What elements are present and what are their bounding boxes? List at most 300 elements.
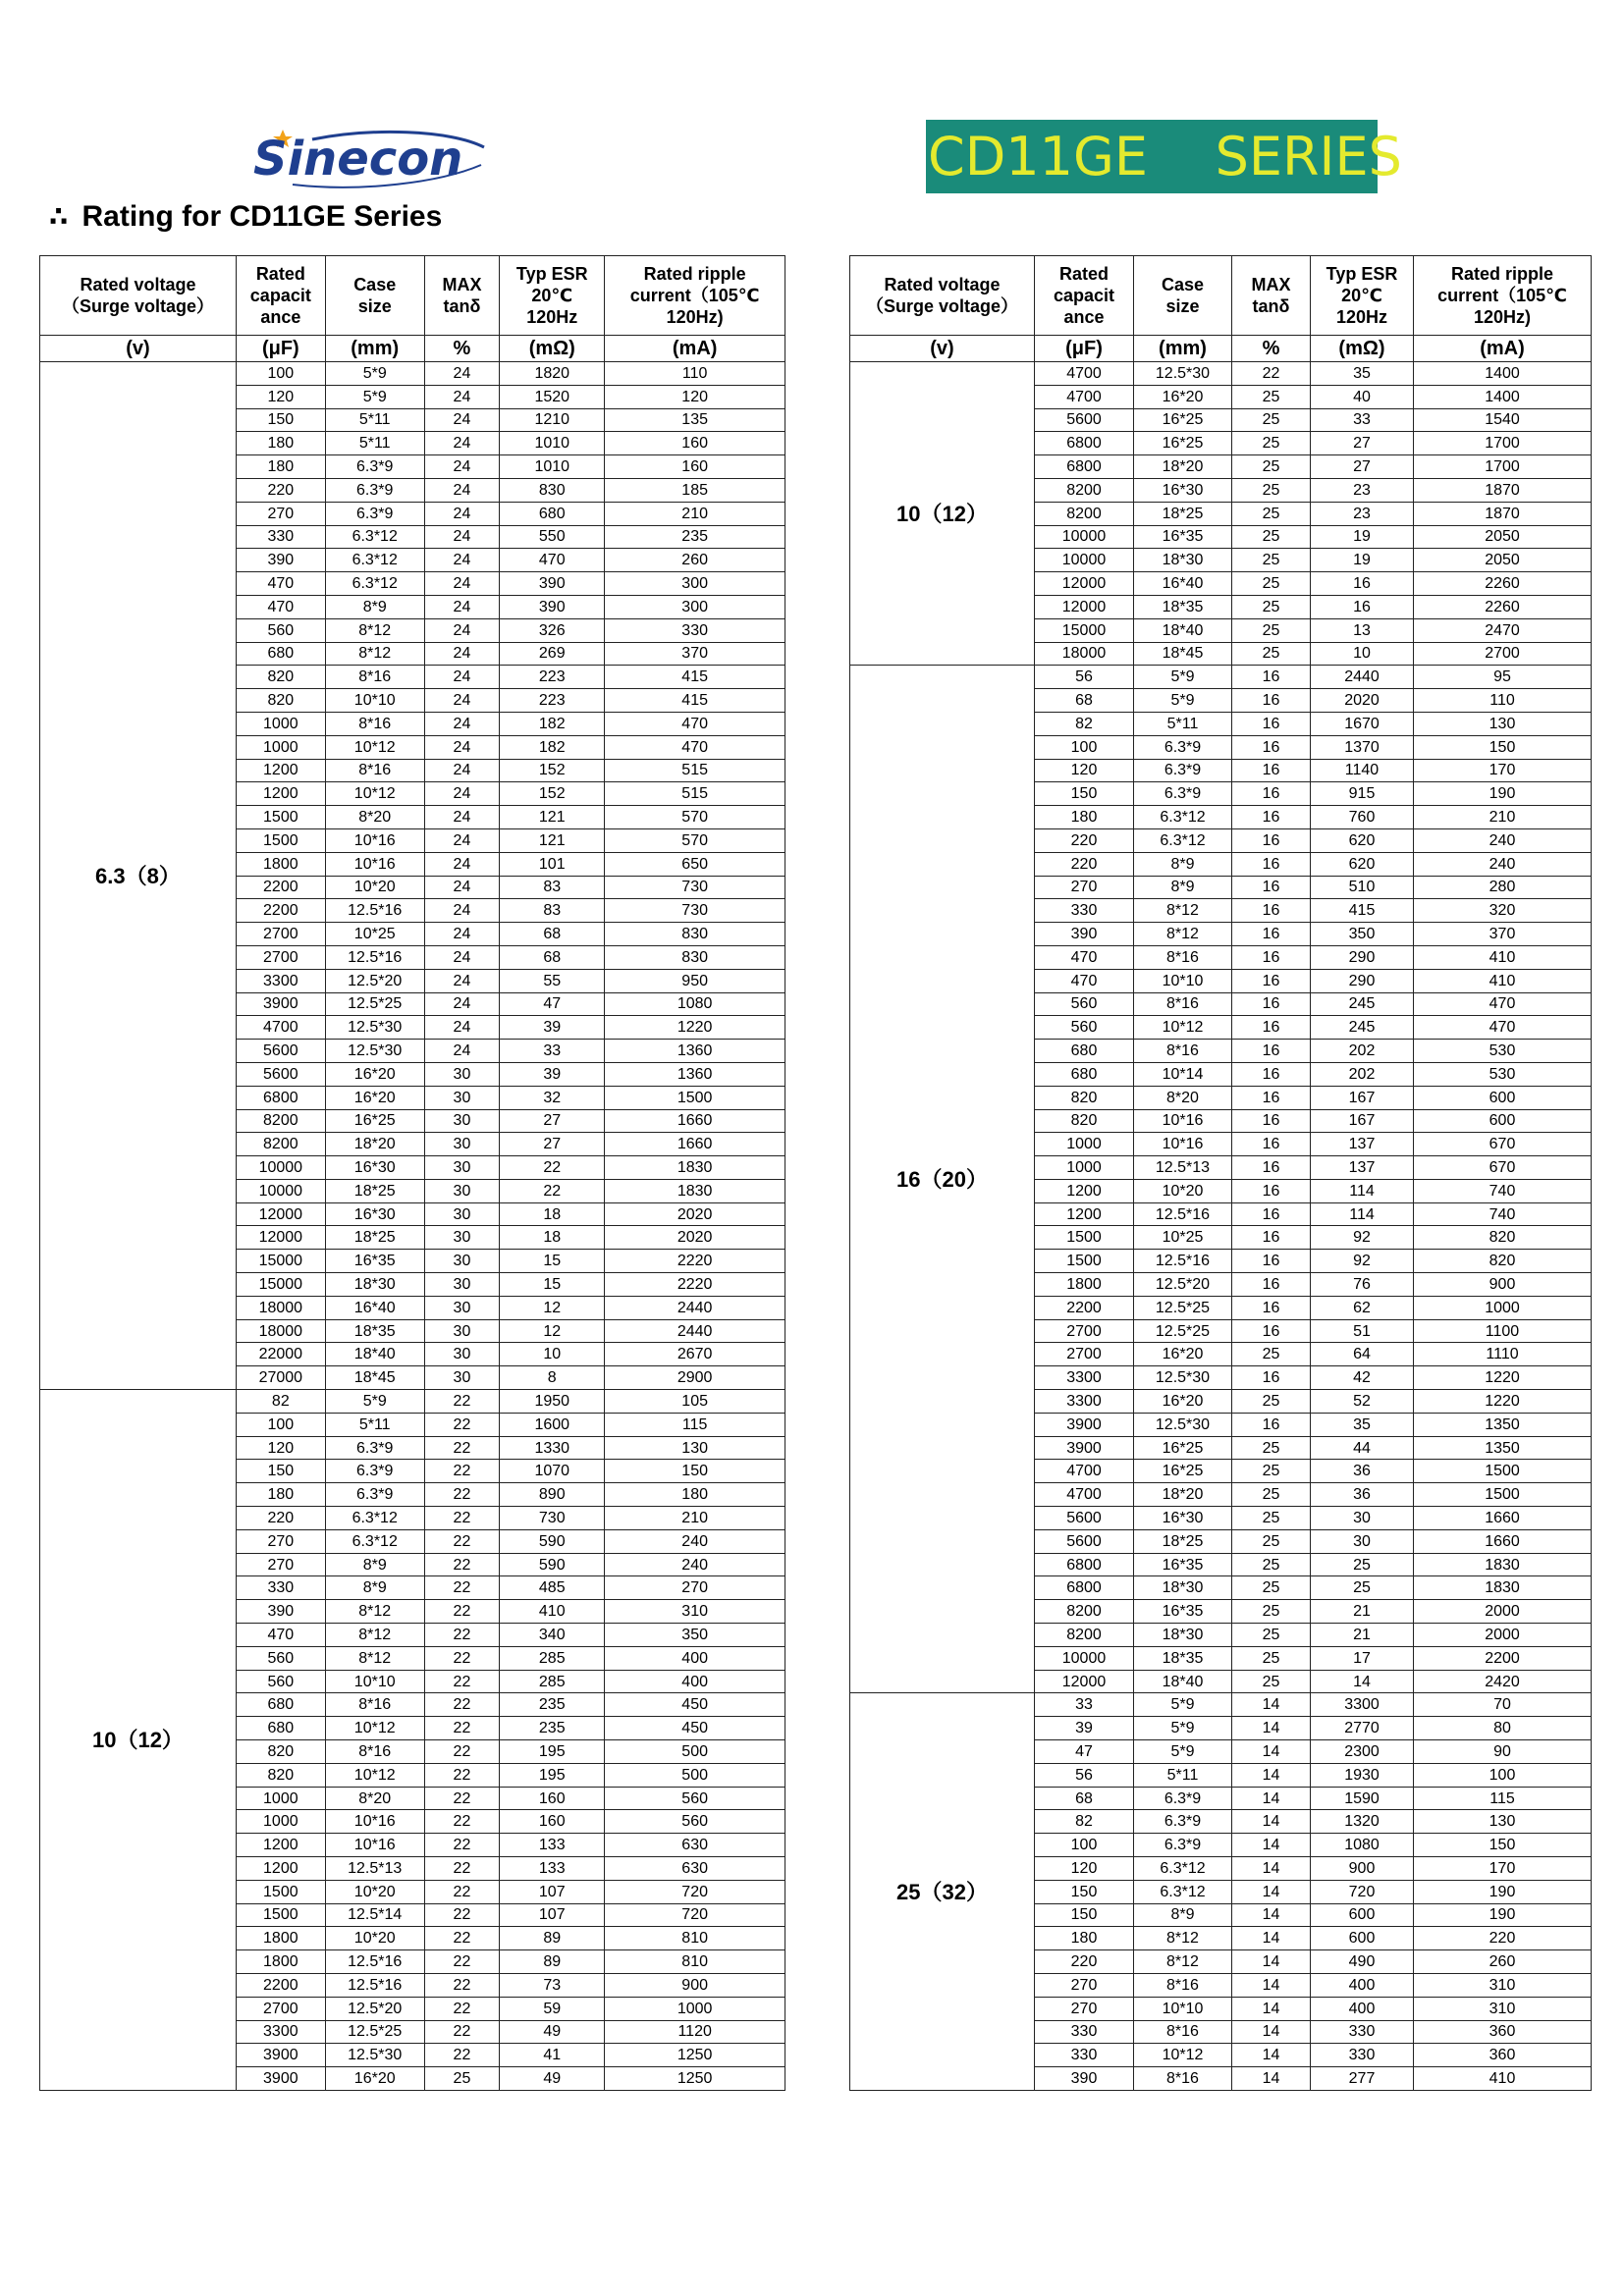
esr-cell: 390 [500,595,605,618]
case-size-cell: 12.5*16 [325,1950,424,1974]
rating-table-right [849,255,1592,2091]
tan-cell: 24 [424,806,500,829]
capacitance-cell: 3900 [1035,1413,1134,1436]
tan-cell: 25 [1232,502,1311,525]
capacitance-cell: 680 [236,1693,325,1717]
capacitance-cell: 3900 [236,2067,325,2091]
capacitance-cell: 2700 [236,923,325,946]
case-size-cell: 6.3*9 [1134,782,1232,806]
capacitance-cell: 1200 [236,782,325,806]
capacitance-cell: 150 [1035,1880,1134,1903]
case-size-cell: 12.5*16 [1134,1202,1232,1226]
esr-cell: 223 [500,689,605,713]
ripple-cell: 570 [605,806,785,829]
ripple-cell: 130 [1414,712,1592,735]
ripple-cell: 185 [605,478,785,502]
capacitance-cell: 120 [1035,1857,1134,1881]
capacitance-cell: 1000 [236,735,325,759]
case-size-cell: 12.5*16 [325,899,424,923]
case-size-cell: 10*16 [325,852,424,876]
esr-cell: 167 [1311,1109,1414,1133]
capacitance-cell: 820 [1035,1086,1134,1109]
case-size-cell: 8*9 [1134,852,1232,876]
max-tan-header: MAX tanδ [1232,256,1311,336]
tan-cell: 22 [424,1413,500,1436]
case-size-cell: 18*45 [325,1366,424,1390]
esr-cell: 92 [1311,1250,1414,1273]
case-size-cell: 8*12 [325,1646,424,1670]
tan-cell: 16 [1232,1133,1311,1156]
ripple-cell: 2220 [605,1273,785,1297]
esr-cell: 1600 [500,1413,605,1436]
esr-cell: 160 [500,1810,605,1834]
case-size-cell: 8*12 [1134,923,1232,946]
ripple-cell: 670 [1414,1156,1592,1180]
rated-ripple-header: Rated ripple current（105℃ 120Hz) [605,256,785,336]
esr-cell: 89 [500,1950,605,1974]
esr-cell: 14 [1311,1670,1414,1693]
esr-cell: 1670 [1311,712,1414,735]
esr-cell: 3300 [1311,1693,1414,1717]
ripple-cell: 2220 [605,1250,785,1273]
therefore-icon: ∴ [49,201,69,232]
case-size-cell: 5*11 [1134,1763,1232,1787]
capacitance-cell: 68 [1035,1787,1134,1810]
case-size-cell: 5*9 [325,362,424,386]
case-size-cell: 6.3*9 [1134,1787,1232,1810]
esr-cell: 114 [1311,1179,1414,1202]
ripple-cell: 720 [605,1880,785,1903]
tan-cell: 14 [1232,1927,1311,1950]
case-size-cell: 10*12 [325,1717,424,1740]
case-size-header: Case size [1134,256,1232,336]
ripple-cell: 100 [1414,1763,1592,1787]
capacitance-cell: 5600 [1035,408,1134,432]
tan-cell: 16 [1232,1250,1311,1273]
esr-cell: 8 [500,1366,605,1390]
ripple-cell: 1830 [1414,1553,1592,1576]
rated-capacitance-header-unit: (μF) [236,336,325,362]
case-size-cell: 6.3*12 [325,1507,424,1530]
esr-cell: 277 [1311,2067,1414,2091]
case-size-header-unit: (mm) [325,336,424,362]
capacitance-cell: 220 [236,1507,325,1530]
ripple-cell: 500 [605,1763,785,1787]
capacitance-cell: 820 [1035,1109,1134,1133]
capacitance-cell: 8200 [1035,1600,1134,1624]
case-size-cell: 6.3*12 [325,525,424,549]
ripple-cell: 150 [1414,1834,1592,1857]
capacitance-cell: 270 [236,1529,325,1553]
tan-cell: 30 [424,1273,500,1297]
case-size-cell: 18*30 [1134,1576,1232,1600]
case-size-cell: 10*16 [1134,1133,1232,1156]
voltage-group-cell: 6.3（8） [40,362,237,1390]
ripple-cell: 1250 [605,2044,785,2067]
tan-cell: 30 [424,1109,500,1133]
ripple-cell: 2000 [1414,1624,1592,1647]
capacitance-cell: 390 [236,1600,325,1624]
tan-cell: 14 [1232,1693,1311,1717]
typ-esr-header-unit: (mΩ) [1311,336,1414,362]
esr-cell: 1010 [500,432,605,455]
capacitance-cell: 1000 [1035,1156,1134,1180]
tan-cell: 22 [1232,362,1311,386]
case-size-cell: 12.5*25 [1134,1296,1232,1319]
esr-cell: 39 [500,1016,605,1040]
case-size-cell: 16*20 [1134,1390,1232,1414]
tan-cell: 16 [1232,1226,1311,1250]
capacitance-cell: 6800 [1035,432,1134,455]
case-size-cell: 16*25 [1134,408,1232,432]
capacitance-cell: 1200 [236,1857,325,1881]
capacitance-cell: 8200 [236,1133,325,1156]
ripple-cell: 2470 [1414,618,1592,642]
capacitance-cell: 3300 [1035,1390,1134,1414]
capacitance-cell: 18000 [1035,642,1134,666]
esr-cell: 330 [1311,2020,1414,2044]
tan-cell: 30 [424,1250,500,1273]
case-size-cell: 10*16 [325,1834,424,1857]
ripple-cell: 135 [605,408,785,432]
esr-cell: 285 [500,1670,605,1693]
capacitance-cell: 6800 [1035,1553,1134,1576]
case-size-cell: 10*14 [1134,1062,1232,1086]
case-size-cell: 16*20 [325,1086,424,1109]
capacitance-cell: 56 [1035,1763,1134,1787]
tan-cell: 24 [424,852,500,876]
case-size-cell: 8*16 [325,759,424,782]
esr-cell: 152 [500,782,605,806]
capacitance-cell: 270 [236,502,325,525]
esr-cell: 1820 [500,362,605,386]
case-size-cell: 12.5*30 [1134,1413,1232,1436]
esr-cell: 107 [500,1903,605,1927]
ripple-cell: 1120 [605,2020,785,2044]
esr-cell: 73 [500,1973,605,1997]
ripple-cell: 410 [1414,2067,1592,2091]
ripple-cell: 810 [605,1927,785,1950]
esr-cell: 1070 [500,1460,605,1483]
case-size-cell: 6.3*12 [1134,1880,1232,1903]
case-size-cell: 8*12 [325,1624,424,1647]
case-size-cell: 6.3*9 [325,478,424,502]
case-size-cell: 18*40 [1134,618,1232,642]
esr-cell: 22 [500,1156,605,1180]
case-size-cell: 8*16 [1134,1973,1232,1997]
tan-cell: 22 [424,1553,500,1576]
case-size-cell: 12.5*30 [325,2044,424,2067]
case-size-cell: 12.5*20 [325,969,424,992]
case-size-cell: 5*9 [325,1390,424,1414]
rated-capacitance-header: Rated capacit ance [236,256,325,336]
ripple-cell: 810 [605,1950,785,1974]
ripple-cell: 740 [1414,1179,1592,1202]
capacitance-cell: 4700 [1035,362,1134,386]
esr-cell: 470 [500,549,605,572]
tan-cell: 16 [1232,806,1311,829]
capacitance-cell: 680 [236,642,325,666]
esr-cell: 27 [1311,455,1414,479]
capacitance-cell: 390 [236,549,325,572]
case-size-cell: 8*16 [1134,945,1232,969]
ripple-cell: 130 [1414,1810,1592,1834]
capacitance-cell: 560 [236,618,325,642]
esr-cell: 47 [500,992,605,1016]
capacitance-cell: 1500 [236,828,325,852]
voltage-group-cell: 25（32） [850,1693,1035,2091]
tan-cell: 22 [424,1857,500,1881]
tan-cell: 16 [1232,945,1311,969]
case-size-cell: 6.3*9 [325,1436,424,1460]
ripple-cell: 400 [605,1646,785,1670]
tan-cell: 25 [1232,432,1311,455]
case-size-cell: 8*16 [325,666,424,689]
ripple-cell: 670 [1414,1133,1592,1156]
tan-cell: 22 [424,1436,500,1460]
ripple-cell: 2050 [1414,525,1592,549]
ripple-cell: 2260 [1414,572,1592,596]
capacitance-cell: 3900 [1035,1436,1134,1460]
tan-cell: 22 [424,1834,500,1857]
esr-cell: 44 [1311,1436,1414,1460]
tan-cell: 30 [424,1296,500,1319]
esr-cell: 400 [1311,1997,1414,2020]
left-header-row2 [40,336,785,362]
ripple-cell: 1500 [1414,1483,1592,1507]
capacitance-cell: 6800 [1035,1576,1134,1600]
tan-cell: 22 [424,2020,500,2044]
esr-cell: 22 [500,1179,605,1202]
capacitance-cell: 10000 [1035,549,1134,572]
esr-cell: 68 [500,923,605,946]
case-size-cell: 10*16 [325,1810,424,1834]
ripple-cell: 1830 [1414,1576,1592,1600]
case-size-cell: 5*9 [1134,666,1232,689]
capacitance-cell: 560 [1035,1016,1134,1040]
ripple-cell: 2420 [1414,1670,1592,1693]
case-size-cell: 8*16 [1134,2020,1232,2044]
capacitance-cell: 1500 [236,1880,325,1903]
capacitance-cell: 15000 [1035,618,1134,642]
ripple-cell: 1660 [1414,1507,1592,1530]
tan-cell: 22 [424,1624,500,1647]
capacitance-cell: 470 [1035,969,1134,992]
tan-cell: 22 [424,1576,500,1600]
esr-cell: 35 [1311,362,1414,386]
ripple-cell: 830 [605,945,785,969]
tan-cell: 30 [424,1226,500,1250]
ripple-cell: 350 [605,1624,785,1647]
tan-cell: 14 [1232,1903,1311,1927]
ripple-cell: 400 [605,1670,785,1693]
case-size-cell: 6.3*9 [325,1483,424,1507]
case-size-cell: 5*11 [325,408,424,432]
capacitance-cell: 1500 [1035,1226,1134,1250]
ripple-cell: 2440 [605,1319,785,1343]
esr-cell: 182 [500,735,605,759]
capacitance-cell: 820 [236,666,325,689]
ripple-cell: 900 [1414,1273,1592,1297]
tan-cell: 25 [1232,525,1311,549]
tan-cell: 22 [424,1997,500,2020]
esr-cell: 400 [1311,1973,1414,1997]
ripple-cell: 560 [605,1810,785,1834]
capacitance-cell: 680 [236,1717,325,1740]
case-size-header-unit: (mm) [1134,336,1232,362]
esr-cell: 600 [1311,1927,1414,1950]
esr-cell: 160 [500,1787,605,1810]
ripple-cell: 240 [1414,828,1592,852]
esr-cell: 167 [1311,1086,1414,1109]
ripple-cell: 220 [1414,1927,1592,1950]
tan-cell: 14 [1232,2067,1311,2091]
ripple-cell: 1540 [1414,408,1592,432]
ripple-cell: 280 [1414,876,1592,899]
ripple-cell: 260 [1414,1950,1592,1974]
ripple-cell: 470 [605,712,785,735]
ripple-cell: 105 [605,1390,785,1414]
case-size-cell: 10*12 [325,735,424,759]
ripple-cell: 2050 [1414,549,1592,572]
case-size-cell: 16*25 [325,1109,424,1133]
rating-table-left [39,255,785,2091]
capacitance-cell: 2700 [1035,1319,1134,1343]
esr-cell: 35 [1311,1413,1414,1436]
tan-cell: 24 [424,969,500,992]
case-size-cell: 12.5*16 [325,1973,424,1997]
tan-cell: 25 [1232,549,1311,572]
ripple-cell: 450 [605,1717,785,1740]
typ-esr-header: Typ ESR 20℃ 120Hz [500,256,605,336]
esr-cell: 133 [500,1834,605,1857]
capacitance-cell: 120 [236,1436,325,1460]
tan-cell: 14 [1232,1717,1311,1740]
tan-cell: 25 [1232,1436,1311,1460]
esr-cell: 121 [500,828,605,852]
esr-cell: 1330 [500,1436,605,1460]
case-size-cell: 10*12 [1134,1016,1232,1040]
esr-cell: 76 [1311,1273,1414,1297]
tan-cell: 30 [424,1366,500,1390]
tan-cell: 24 [424,923,500,946]
esr-cell: 25 [1311,1576,1414,1600]
case-size-cell: 18*35 [1134,1646,1232,1670]
case-size-cell: 12.5*13 [1134,1156,1232,1180]
esr-cell: 326 [500,618,605,642]
ripple-cell: 530 [1414,1062,1592,1086]
max-tan-header: MAX tanδ [424,256,500,336]
case-size-cell: 6.3*12 [1134,1857,1232,1881]
esr-cell: 12 [500,1319,605,1343]
case-size-cell: 8*16 [1134,2067,1232,2091]
ripple-cell: 1110 [1414,1343,1592,1366]
tan-cell: 24 [424,945,500,969]
esr-cell: 92 [1311,1226,1414,1250]
tan-cell: 16 [1232,666,1311,689]
tan-cell: 24 [424,876,500,899]
esr-cell: 550 [500,525,605,549]
esr-cell: 490 [1311,1950,1414,1974]
ripple-cell: 150 [605,1460,785,1483]
capacitance-cell: 180 [1035,1927,1134,1950]
case-size-cell: 12.5*30 [1134,1366,1232,1390]
case-size-cell: 8*16 [325,1693,424,1717]
ripple-cell: 2020 [605,1202,785,1226]
capacitance-cell: 680 [1035,1062,1134,1086]
tan-cell: 16 [1232,828,1311,852]
tan-cell: 25 [1232,408,1311,432]
ripple-cell: 1400 [1414,385,1592,408]
capacitance-cell: 680 [1035,1040,1134,1063]
case-size-cell: 8*12 [325,642,424,666]
tan-cell: 16 [1232,759,1311,782]
esr-cell: 290 [1311,969,1414,992]
tan-cell: 24 [424,502,500,525]
esr-cell: 680 [500,502,605,525]
case-size-cell: 10*10 [325,689,424,713]
case-size-cell: 10*10 [1134,969,1232,992]
esr-cell: 107 [500,1880,605,1903]
esr-cell: 1210 [500,408,605,432]
capacitance-cell: 270 [236,1553,325,1576]
ripple-cell: 1250 [605,2067,785,2091]
capacitance-cell: 2200 [236,1973,325,1997]
case-size-cell: 10*16 [1134,1109,1232,1133]
esr-cell: 52 [1311,1390,1414,1414]
ripple-cell: 240 [605,1529,785,1553]
esr-cell: 40 [1311,385,1414,408]
esr-cell: 62 [1311,1296,1414,1319]
tan-cell: 24 [424,712,500,735]
tan-cell: 22 [424,1390,500,1414]
tan-cell: 16 [1232,876,1311,899]
case-size-cell: 5*11 [325,432,424,455]
case-size-cell: 10*25 [1134,1226,1232,1250]
ripple-cell: 120 [605,385,785,408]
case-size-cell: 18*45 [1134,642,1232,666]
capacitance-cell: 8200 [1035,1624,1134,1647]
esr-cell: 415 [1311,899,1414,923]
ripple-cell: 1100 [1414,1319,1592,1343]
ripple-cell: 115 [1414,1787,1592,1810]
tan-cell: 25 [1232,572,1311,596]
capacitance-cell: 4700 [236,1016,325,1040]
capacitance-cell: 2200 [1035,1296,1134,1319]
capacitance-cell: 150 [236,1460,325,1483]
ripple-cell: 1500 [605,1086,785,1109]
ripple-cell: 630 [605,1834,785,1857]
esr-cell: 49 [500,2067,605,2091]
capacitance-cell: 1000 [236,1810,325,1834]
case-size-cell: 18*30 [1134,549,1232,572]
max-tan-header-unit: % [1232,336,1311,362]
tan-cell: 16 [1232,1319,1311,1343]
case-size-cell: 5*11 [325,1413,424,1436]
case-size-cell: 18*40 [1134,1670,1232,1693]
esr-cell: 890 [500,1483,605,1507]
esr-cell: 18 [500,1226,605,1250]
case-size-cell: 18*40 [325,1343,424,1366]
tan-cell: 22 [424,1950,500,1974]
esr-cell: 51 [1311,1319,1414,1343]
ripple-cell: 240 [1414,852,1592,876]
right-header-row1 [850,256,1592,336]
esr-cell: 152 [500,759,605,782]
ripple-cell: 515 [605,782,785,806]
esr-cell: 27 [500,1133,605,1156]
ripple-cell: 190 [1414,1903,1592,1927]
